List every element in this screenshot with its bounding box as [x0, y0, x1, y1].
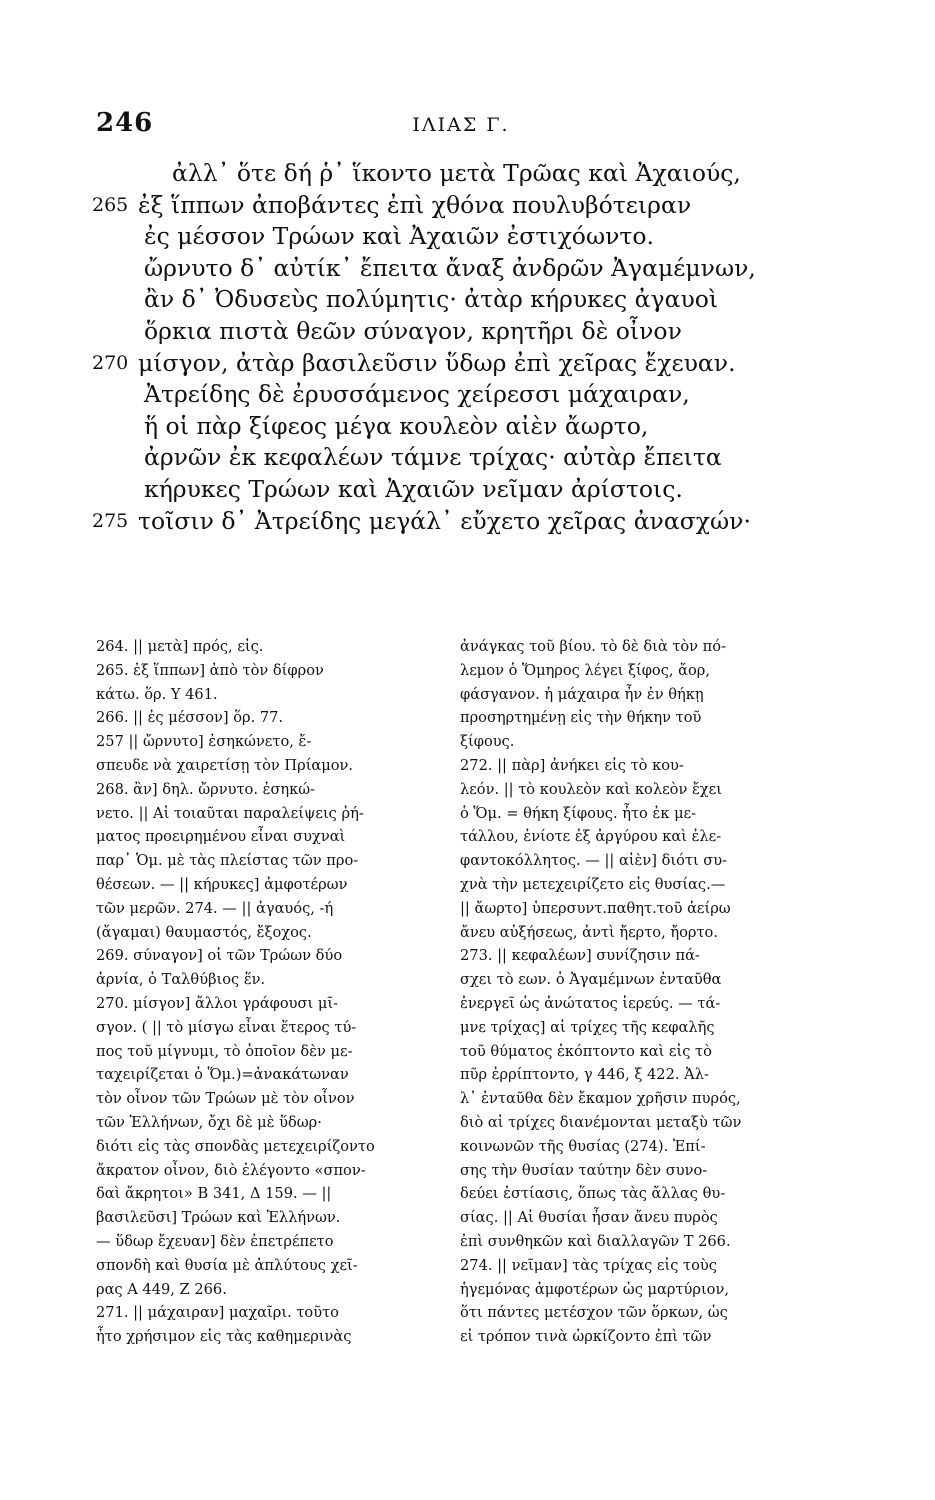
note-line: ἀνάγκας τοῦ βίου. τὸ δὲ διὰ τὸν πό- — [460, 638, 726, 655]
note-line: 272. || πὰρ] ἀνήκει εἰς τὸ κου- — [460, 756, 684, 774]
note-line: ὅτι πάντες μετέσχον τῶν ὅρκων, ὡς — [460, 1304, 728, 1322]
verse-number: 275 — [92, 509, 129, 532]
note-line: ἄκρατον οἶνον, διὸ ἐλέγοντο «σπον- — [96, 1161, 366, 1179]
note-line: ἡγεμόνας ἀμφοτέρων ὡς μαρτύριον, — [460, 1280, 729, 1298]
note-line: 266. || ἐς μέσσον] ὅρ. 77. — [96, 709, 284, 727]
note-line: βασιλεῦσι] Τρώων καὶ Ἑλλήνων. — [96, 1209, 341, 1227]
verse-text: ἀρνῶν ἐκ κεφαλέων τάμνε τρίχας· αὐτὰρ ἔπειτα — [144, 443, 722, 472]
verse-text: Ἀτρείδης δὲ ἐρυσσάμενος χείρεσσι μάχαιραν, — [144, 380, 690, 409]
note-line: 264. || μετὰ] πρός, εἰς. — [96, 638, 264, 655]
note-line: ταχειρίζεται ὁ Ὅμ.)=ἀνακάτωναν — [96, 1066, 349, 1084]
verse-text: ἐξ ἵππων ἀποβάντες ἐπὶ χθόνα πουλυβότειραν — [138, 190, 692, 219]
verse-block — [92, 158, 812, 537]
verse-line — [92, 158, 812, 190]
note-line: ἦτο χρήσιμον εἰς τὰς καθημερινὰς — [96, 1328, 352, 1346]
note-line: τάλλου, ἐνίοτε ἐξ ἀργύρου καὶ ἐλε- — [460, 828, 722, 846]
note-line: 269. σύναγον] οἱ τῶν Τρώων δύο — [96, 947, 343, 965]
note-line: ἄνευ αὐξήσεως, ἀντὶ ἤερτο, ἤορτο. — [460, 923, 718, 941]
note-line: 268. ἂν] δηλ. ὤρνυτο. ἐσηκώ- — [96, 780, 316, 798]
note-line: 257 || ὤρνυτο] ἐσηκώνετο, ἔ- — [96, 733, 312, 751]
note-line: θέσεων. — || κήρυκες] ἀμφοτέρων — [96, 875, 348, 893]
note-line: 270. μίσγον] ἄλλοι γράφουσι μῖ- — [96, 994, 339, 1012]
notes-left-column — [96, 635, 434, 1349]
note-line: σχει τὸ εων. ὁ Ἀγαμέμνων ἐνταῦθα — [460, 971, 722, 989]
note-line: εἰ τρόπον τινὰ ὡρκίζοντο ἐπὶ τῶν — [460, 1328, 712, 1346]
verse-text: ἂν δ᾽ Ὀδυσεὺς πολύμητις· ἀτὰρ κήρυκες ἀγαυοὶ — [144, 285, 719, 314]
note-line: σπονδὴ καὶ θυσία μὲ ἀπλύτους χεῖ- — [96, 1256, 358, 1274]
verse-line — [92, 284, 812, 316]
verse-text: κήρυκες Τρώων καὶ Ἀχαιῶν νεῖμαν ἀρίστοις. — [144, 474, 683, 503]
note-line: ματος προειρημένου εἶναι συχναὶ — [96, 828, 346, 846]
page-number: 246 — [96, 108, 154, 138]
verse-line — [92, 221, 812, 253]
note-line: φάσγανον. ἡ μάχαιρα ἦν ἐν θήκῃ — [460, 685, 704, 703]
note-line: — ὕδωρ ἔχευαν] δὲν ἐπετρέπετο — [96, 1232, 334, 1250]
verse-text: τοῖσιν δ᾽ Ἀτρείδης μεγάλ᾽ εὔχετο χεῖρας ἀνασχών· — [138, 506, 751, 535]
note-line: 265. ἐξ ἵππων] ἀπὸ τὸν δίφρον — [96, 661, 324, 679]
verse-text: μίσγον, ἀτὰρ βασιλεῦσιν ὕδωρ ἐπὶ χεῖρας ἔχευαν. — [138, 348, 736, 377]
note-line: διὸ αἱ τρίχες διανέμονται μεταξὺ τῶν — [460, 1113, 742, 1131]
note-line: διότι εἰς τὰς σπονδὰς μετεχειρίζοντο — [96, 1137, 375, 1155]
verse-line — [92, 442, 812, 474]
note-line: παρ᾽ Ὁμ. μὲ τὰς πλείστας τῶν προ- — [96, 852, 359, 870]
note-line: 273. || κεφαλέων] συνίζησιν πά- — [460, 947, 700, 965]
note-line: ρας Α 449, Ζ 266. — [96, 1280, 227, 1298]
note-line: φαντοκόλλητος. — || αἰὲν] διότι συ- — [460, 852, 728, 870]
note-line: σης τὴν θυσίαν ταύτην δὲν συνο- — [460, 1161, 708, 1179]
note-line: ξίφους. — [460, 733, 515, 751]
note-line: σίας. || Αἱ θυσίαι ἦσαν ἄνευ πυρὸς — [460, 1209, 718, 1227]
verse-number: 265 — [92, 193, 129, 216]
verse-line — [92, 474, 812, 506]
verse-line — [92, 348, 812, 380]
page-header — [96, 108, 826, 148]
note-line: δεύει ἑστίασις, ὅπως τὰς ἄλλας θυ- — [460, 1185, 726, 1203]
note-line: ὁ Ὅμ. = θήκη ξίφους. ἦτο ἐκ με- — [460, 804, 697, 822]
verse-line — [92, 316, 812, 348]
note-line: σγον. ( || τὸ μίσγω εἶναι ἕτερος τύ- — [96, 1018, 357, 1036]
note-line: πος τοῦ μίγνυμι, τὸ ὁποῖον δὲν με- — [96, 1042, 353, 1060]
verse-text: ἥ οἱ πὰρ ξίφεος μέγα κουλεὸν αἰὲν ἄωρτο, — [144, 411, 649, 440]
note-line: λεμον ὁ Ὅμηρος λέγει ξίφος, ἄορ, — [460, 661, 711, 679]
note-line: ἐπὶ συνθηκῶν καὶ διαλλαγῶν Τ 266. — [460, 1232, 731, 1250]
note-line: κάτω. ὅρ. Υ 461. — [96, 685, 218, 703]
note-line: τῶν Ἑλλήνων, ὄχι δὲ μὲ ὕδωρ· — [96, 1113, 322, 1131]
verse-line — [92, 190, 812, 222]
note-line: (ἄγαμαι) θαυμαστός, ἔξοχος. — [96, 923, 312, 941]
verse-text: ὅρκια πιστὰ θεῶν σύναγον, κρητῆρι δὲ οἶνον — [144, 316, 682, 345]
note-line: λ᾽ ἐνταῦθα δὲν ἔκαμον χρῆσιν πυρός, — [460, 1090, 741, 1108]
note-line: πῦρ ἐρρίπτοντο, γ 446, ξ 422. Ἀλ- — [460, 1066, 709, 1084]
note-line: 271. || μάχαιραν] μαχαῖρι. τοῦτο — [96, 1304, 339, 1322]
commentary-notes — [96, 635, 798, 1375]
verse-line — [92, 411, 812, 443]
verse-number: 270 — [92, 351, 129, 374]
note-line: σπευδε νὰ χαιρετίσῃ τὸν Πρίαμον. — [96, 756, 354, 774]
note-line: χνὰ τὴν μετεχειρίζετο εἰς θυσίας.— — [460, 875, 726, 893]
note-line: ἐνεργεῖ ὡς ἀνώτατος ἱερεύς. — τά- — [460, 994, 721, 1012]
verse-text: ἐς μέσσον Τρώων καὶ Ἀχαιῶν ἐστιχόωντο. — [144, 222, 655, 251]
note-line: τὸν οἶνον τῶν Τρώων μὲ τὸν οἶνον — [96, 1090, 355, 1108]
note-line: 274. || νεῖμαν] τὰς τρίχας εἰς τοὺς — [460, 1256, 717, 1274]
note-line: κοινωνῶν τῆς θυσίας (274). Ἐπί- — [460, 1137, 706, 1155]
note-line: τῶν μερῶν. 274. — || ἀγαυός, -ή — [96, 899, 334, 917]
verse-line — [92, 253, 812, 285]
verse-text: ἀλλ᾽ ὅτε δή ῥ᾽ ἵκοντο μετὰ Τρῶας καὶ Ἀχαιούς, — [172, 159, 741, 187]
note-line: νετο. || Αἱ τοιαῦται παραλείψεις ῥή- — [96, 804, 364, 822]
note-line: || ἄωρτο] ὑπερσυντ.παθητ.τοῦ ἀείρω — [460, 899, 731, 917]
verse-text: ὤρνυτο δ᾽ αὐτίκ᾽ ἔπειτα ἄναξ ἀνδρῶν Ἀγαμέμνων, — [144, 253, 756, 282]
note-line: δαὶ ἄκρητοι» Β 341, Δ 159. — || — [96, 1185, 332, 1203]
running-title: ΙΛΙΑΣ Γ. — [412, 114, 510, 136]
note-line: προσηρτημένῃ εἰς τὴν θήκην τοῦ — [460, 709, 702, 727]
verse-line — [92, 506, 812, 538]
note-line: ἀρνία, ὁ Ταλθύβιος ἕν. — [96, 971, 266, 989]
note-line: τοῦ θύματος ἐκόπτοντο καὶ εἰς τὸ — [460, 1042, 712, 1060]
note-line: λεόν. || τὸ κουλεὸν καὶ κολεὸν ἔχει — [460, 780, 722, 798]
verse-line — [92, 379, 812, 411]
notes-right-column — [460, 635, 798, 1349]
note-line: μνε τρίχας] αἱ τρίχες τῆς κεφαλῆς — [460, 1018, 715, 1036]
